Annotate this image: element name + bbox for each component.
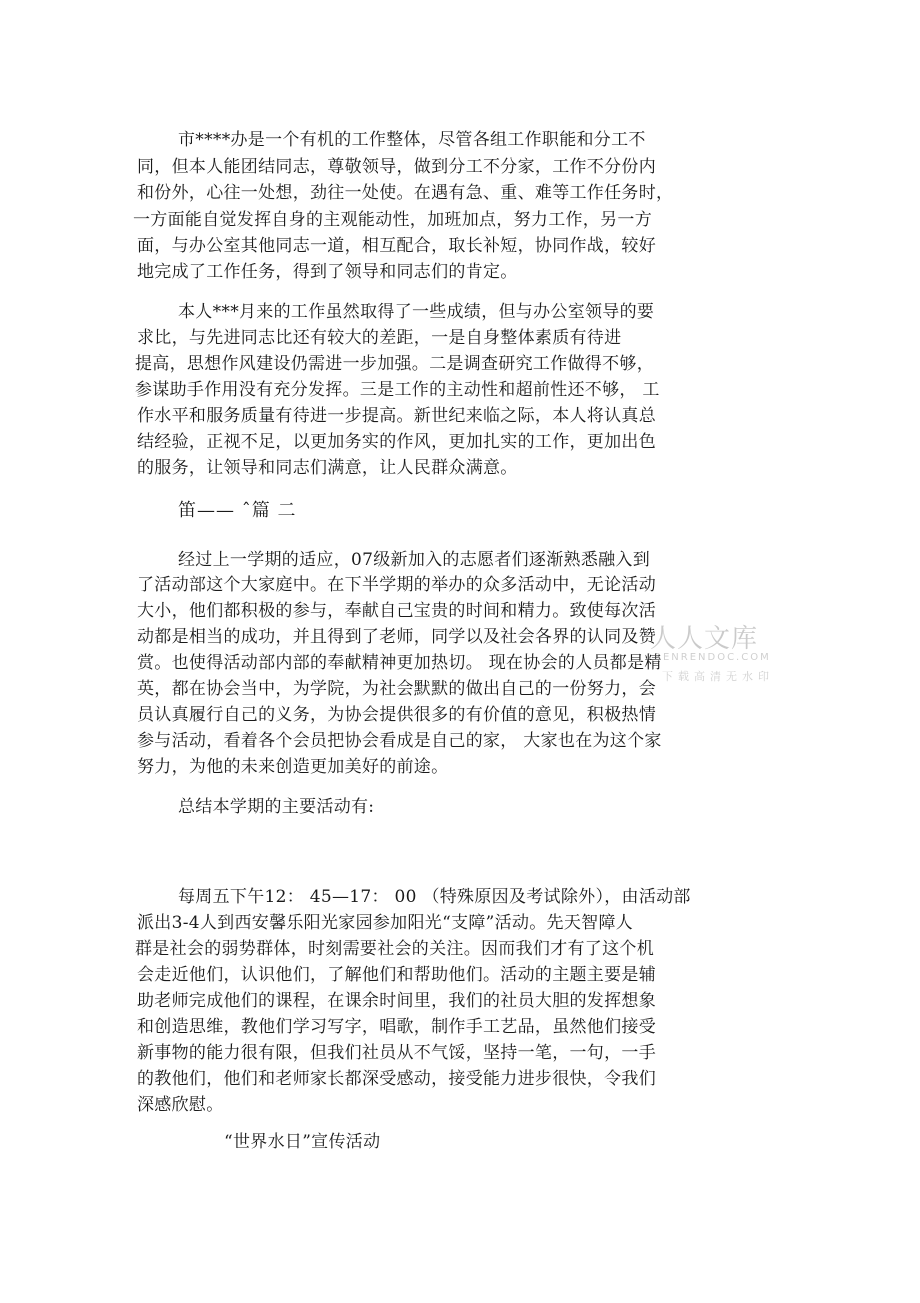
text-line: 派出3-4人到西安馨乐阳光家园参加阳光“支障”活动。先天智障人	[137, 913, 634, 933]
text-line: 新事物的能力很有限，但我们社员从不气馁，坚持一笔，一句，一手	[137, 1043, 656, 1063]
text-line: 求比，与先进同志比还有较大的差距，一是自身整体素质有待进	[137, 328, 622, 348]
text-line: 助老师完成他们的课程，在课余时间里，我们的社员大胆的发挥想象	[137, 991, 656, 1011]
text-line: 同，但本人能团结同志，尊敬领导，做到分工不分家，工作不分份内	[137, 157, 656, 177]
text-line: 市****办是一个有机的工作整体，尽管各组工作职能和分工不	[178, 130, 646, 150]
text-line: 大小，他们都积极的参与，奉献自己宝贵的时间和精力。致使每次活	[137, 601, 656, 621]
text-line: 本人***月来的工作虽然取得了一些成绩，但与办公室领导的要	[178, 302, 655, 322]
text-line: 英，都在协会当中，为学院，为社会默默的做出自己的一份努力，会	[137, 679, 656, 699]
text-line: 作水平和服务质量有待进一步提高。新世纪来临之际，本人将认真总	[137, 406, 656, 426]
text-line: 面，与办公室其他同志一道，相互配合，取长补短，协同作战，较好	[137, 236, 656, 256]
text-line: 参谋助手作用没有充分发挥。三是工作的主动性和超前性还不够， 工	[135, 380, 660, 400]
summary-intro: 总结本学期的主要活动有:	[178, 797, 375, 817]
text-line: 提高，思想作风建设仍需进一步加强。二是调查研究工作做得不够，	[135, 354, 654, 374]
text-line: 参与活动，看着各个会员把协会看成是自己的家， 大家也在为这个家	[137, 731, 662, 751]
watermark-title: 人人文库	[650, 624, 759, 654]
watermark	[650, 618, 780, 688]
text-line: 的服务，让领导和同志们满意，让人民群众满意。	[137, 458, 518, 478]
text-line: 经过上一学期的适应，07级新加入的志愿者们逐渐熟悉融入到	[178, 550, 651, 570]
text-line: 群是社会的弱势群体，时刻需要社会的关注。因而我们才有了这个机	[135, 939, 654, 959]
text-line: 会走近他们，认识他们，了解他们和帮助他们。活动的主题主要是辅	[137, 965, 656, 985]
text-line: 了活动部这个大家庭中。在下半学期的举办的众多活动中，无论活动	[137, 575, 656, 595]
text-line: 努力，为他的未来创造更加美好的前途。	[137, 757, 449, 777]
section-heading: 笛—— ˆ篇 二	[178, 500, 297, 521]
activity-title: “世界水日”宣传活动	[224, 1132, 381, 1152]
watermark-subtitle: 下载高清无水印	[662, 670, 774, 683]
text-line: 赏。也使得活动部内部的奉献精神更加热切。 现在协会的人员都是精	[137, 653, 662, 673]
text-line: 结经验，正视不足，以更加务实的作风，更加扎实的工作，更加出色	[137, 432, 656, 452]
text-line: 每周五下午12： 45—17： 00 （特殊原因及考试除外），由活动部	[178, 887, 691, 907]
text-line: 一方面能自觉发挥自身的主观能动性，加班加点，努力工作，另一方	[133, 210, 652, 230]
text-line: 和创造思维，教他们学习写字，唱歌，制作手工艺品，虽然他们接受	[137, 1017, 656, 1037]
text-line: 深感欣慰。	[137, 1095, 224, 1115]
text-line: 动都是相当的成功，并且得到了老师，同学以及社会各界的认同及赞	[137, 627, 656, 647]
text-line: 员认真履行自己的义务，为协会提供很多的有价值的意见，积极热情	[137, 705, 656, 725]
text-line: 和份外，心往一处想，劲往一处使。在遇有急、重、难等工作任务时，	[137, 183, 674, 203]
watermark-url: RENRENDOC.COM	[654, 652, 771, 663]
text-line: 地完成了工作任务，得到了领导和同志们的肯定。	[137, 262, 518, 282]
text-line: 的教他们，他们和老师家长都深受感动，接受能力进步很快，令我们	[137, 1069, 656, 1089]
